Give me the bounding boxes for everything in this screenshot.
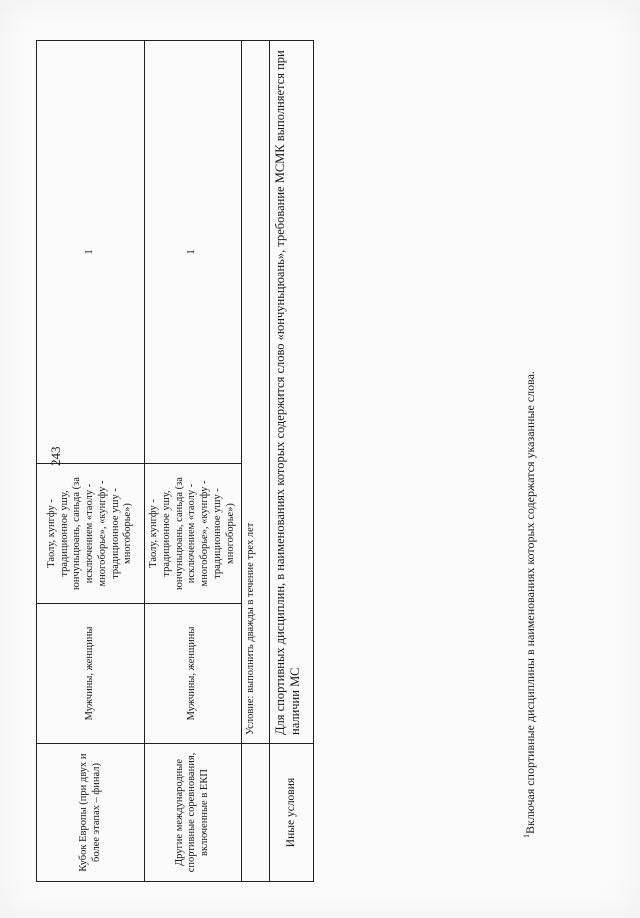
gender-cell: Мужчины, женщины xyxy=(145,604,242,744)
table-row xyxy=(269,41,313,882)
event-cell: Кубок Европы (при двух и более этапах – финал) xyxy=(37,744,145,882)
footnote-mark: 1 xyxy=(522,834,531,838)
norms-table xyxy=(36,40,314,882)
disciplines-cell: Таолу, кунгфу - традиционное ушу, юнчуньцюань, саньда (за исключением «таолу - многоборье», «кунгфу - традиционное ушу - многоборье») xyxy=(145,464,242,604)
table-row xyxy=(241,41,269,882)
value-cell: 1 xyxy=(37,41,145,464)
gender-cell: Мужчины, женщины xyxy=(37,604,145,744)
other-conditions-text: Для спортивных дисциплин, в наименованиях которых содержится слово «юнчуньцюань», требование МСМК выполняется при наличии МС xyxy=(269,41,313,744)
disciplines-cell: Таолу, кунгфу - традиционное ушу, юнчуньцюань, саньда (за исключением «таолу - многоборье», «кунгфу - традиционное ушу - многоборье») xyxy=(37,464,145,604)
empty-cell xyxy=(241,744,269,882)
other-conditions-label: Иные условия xyxy=(269,744,313,882)
page-number: 243 xyxy=(48,446,63,466)
event-cell: Другие международные спортивные соревнования, включенные в ЕКП xyxy=(145,744,242,882)
condition-cell: Условие: выполнить дважды в течение трех лет xyxy=(241,41,269,744)
footnote-text: Включая спортивные дисциплины в наименованиях которых содержатся указанные слова. xyxy=(523,371,537,834)
value-cell: 1 xyxy=(145,41,242,464)
table-row xyxy=(37,41,145,882)
footnote xyxy=(522,371,538,838)
table-row xyxy=(145,41,242,882)
